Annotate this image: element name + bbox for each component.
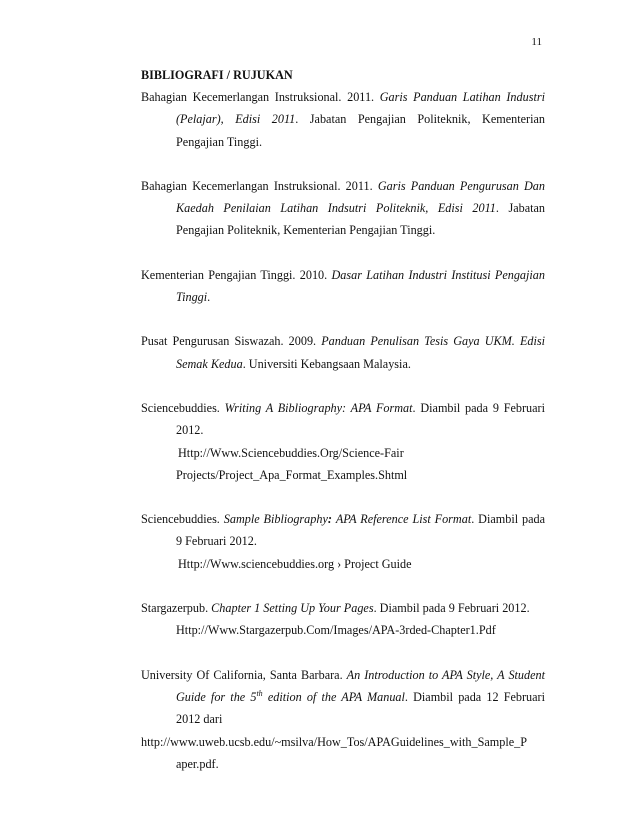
bibliography-entry-6 (141, 508, 545, 575)
bibliography-entry-1 (141, 86, 545, 153)
bibliography-entry-5 (141, 397, 545, 486)
entry-title: An Introduction to APA Style, A Student Guide for the 5 (176, 667, 545, 704)
entry-title: Dasar Latihan Industri Institusi Pengajian Tinggi (176, 267, 545, 305)
entry-title: Garis Panduan Pengurusan Dan Kaedah Penilaian Latihan Indsutri Politeknik, Edisi 2011 (176, 178, 545, 216)
entry-url-continued[interactable]: Projects/Project_Apa_Format_Examples.Shtml (176, 467, 408, 482)
entry-title: Chapter 1 Setting Up Your Pages (211, 601, 374, 616)
entry-author: Bahagian Kecemerlangan Instruksional. 2011. (141, 90, 380, 104)
entry-author: Sciencebuddies. (141, 512, 224, 527)
entry-title-cont: edition of the APA Manual (262, 689, 405, 704)
entry-publisher: . Jabatan Pengajian Politeknik, Kementerian Pengajian Tinggi. (176, 112, 545, 149)
entry-subtitle: APA Reference List Format (335, 512, 472, 527)
entry-publisher: . (207, 290, 211, 305)
entry-author: Stargazerpub. (141, 601, 212, 616)
entry-author: Kementerian Pengajian Tinggi. 2010. (141, 267, 332, 282)
entry-title: Writing A Bibliography: APA Format (224, 400, 413, 415)
entry-publisher: . Jabatan Pengajian Politeknik, Kementerian Pengajian Tinggi. (176, 201, 545, 238)
entry-author: Sciencebuddies. (141, 400, 225, 415)
entry-url[interactable]: http://www.uweb.ucsb.edu/~msilva/How_Tos/APAGuidelines_with_Sample_P (141, 734, 528, 749)
entry-publisher: . Universiti Kebangsaan Malaysia. (242, 356, 411, 371)
entry-retrieved: . Diambil pada 9 Februari 2012. (373, 601, 530, 616)
entry-title-superscript: th (256, 688, 263, 698)
bibliography-entry-4 (141, 330, 545, 375)
bibliography-entry-8 (141, 664, 545, 775)
bibliography-section (141, 64, 545, 775)
entry-title: Panduan Penulisan Tesis Gaya UKM. Edisi Semak Kedua (176, 334, 545, 371)
entry-author: Bahagian Kecemerlangan Instruksional. 2011. (141, 178, 378, 193)
entry-url[interactable]: Http://Www.Sciencebuddies.Org/Science-Fair (178, 445, 404, 460)
entry-author: Pusat Pengurusan Siswazah. 2009. (141, 334, 322, 349)
entry-retrieved: . Diambil pada 9 Februari 2012. (176, 400, 545, 438)
entry-url[interactable]: Http://Www.sciencebuddies.org › Project Guide (178, 556, 412, 571)
entry-url-continued[interactable]: aper.pdf. (176, 756, 219, 771)
page-number: 11 (531, 36, 542, 48)
bibliography-entry-3 (141, 264, 545, 309)
bibliography-entry-2 (141, 175, 545, 242)
section-heading: BIBLIOGRAFI / RUJUKAN (141, 68, 293, 82)
entry-retrieved: . Diambil pada 9 Februari 2012. (176, 512, 545, 549)
entry-title: Sample Bibliography (223, 512, 328, 527)
bibliography-entry-7 (141, 597, 545, 642)
entry-author: University Of California, Santa Barbara. (141, 667, 347, 682)
entry-title: Garis Panduan Latihan Industri (Pelajar), Edisi 2011 (176, 90, 545, 127)
entry-url[interactable]: Http://Www.Stargazerpub.Com/Images/APA-3rded-Chapter1.Pdf (176, 623, 496, 638)
entry-retrieved: . Diambil pada 12 Februari 2012 dari (176, 689, 545, 727)
entry-title-colon: : (327, 512, 336, 527)
